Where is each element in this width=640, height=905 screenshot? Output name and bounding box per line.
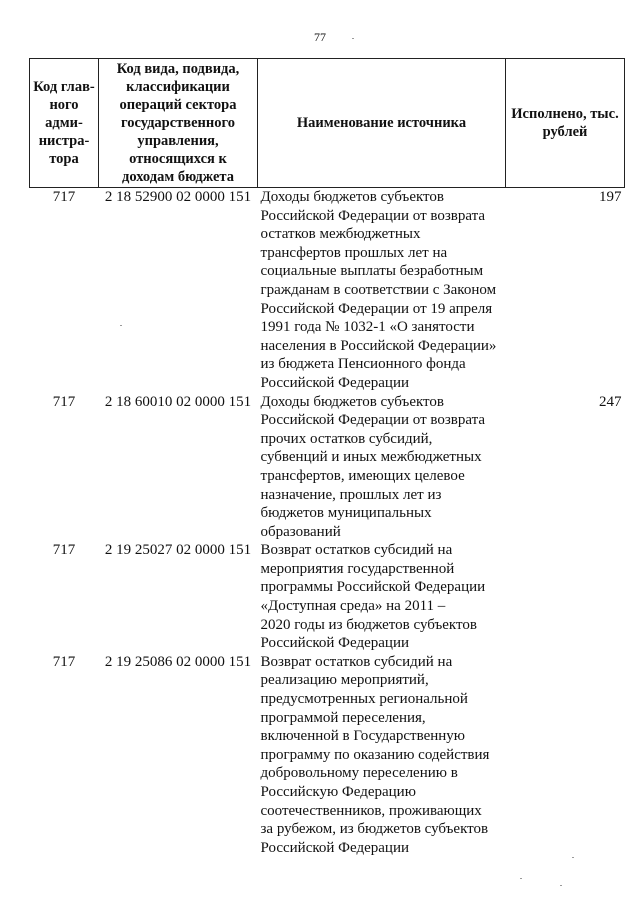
table-row (30, 393, 625, 542)
header-executed: Исполнено, тыс. рублей (506, 59, 625, 188)
executed-amount-cell: 197 (599, 189, 622, 205)
admin-code-cell: 717 (52, 653, 76, 670)
header-source-name: Наименование источника (258, 59, 506, 188)
revenue-sources-table (29, 58, 625, 857)
admin-code-cell: 717 (52, 189, 76, 205)
header-admin-code: Код глав-ного адми-нистра-тора (30, 59, 99, 188)
scan-speck (352, 38, 354, 39)
source-name-text: Доходы бюджетов субъектов Российской Федерации от возврата остатков межбюджетных трансфертов прошлых лет на социальные выплаты безработным гражданам в соответствии с Законом Российской Федерации от 19 апреля 1991 года № 1032-1 «О занятости населения в Российской Федерации» из бюджета Пенсионного фонда Российской Федерации (260, 189, 497, 391)
executed-amount-cell: 247 (599, 393, 622, 410)
source-name-cell (258, 541, 506, 653)
budget-code-cell: 2 18 60010 02 0000 151 (104, 393, 252, 410)
budget-code-cell: 2 19 25086 02 0000 151 (104, 653, 252, 670)
admin-code-cell: 717 (52, 393, 76, 410)
scan-speck (120, 325, 122, 326)
source-name-cell (258, 393, 506, 542)
table-row (30, 541, 625, 653)
budget-code-cell: 2 18 52900 02 0000 151 (104, 189, 252, 205)
admin-code-cell: 717 (52, 542, 76, 559)
page-number: 77 (314, 30, 326, 44)
budget-code-cell: 2 19 25027 02 0000 151 (104, 542, 252, 559)
table-header (30, 59, 625, 188)
source-name-cell (258, 188, 506, 393)
table-body (30, 188, 625, 858)
source-name-text: Возврат остатков субсидий на мероприятия государственной программы Российской Федерации «Доступная среда» на 2011 – 2020 годы из бюджетов субъектов Российской Федерации (260, 542, 486, 652)
executed-amount-cell (506, 541, 625, 653)
source-name-text: Доходы бюджетов субъектов Российской Федерации от возврата прочих остатков субсидий, субвенций и иных межбюджетных трансфертов, имеющих целевое назначение, прошлых лет из бюджетов муниципальных образований (260, 393, 486, 540)
table-row (30, 188, 625, 393)
executed-amount-cell (506, 653, 625, 858)
scan-speck (572, 857, 574, 858)
scan-speck (560, 885, 562, 886)
header-row (30, 59, 625, 188)
header-budget-code: Код вида, подвида, классификации операций сектора государственного управления, относящихся к доходам бюджета (99, 59, 258, 188)
table-row (30, 653, 625, 858)
source-name-text: Возврат остатков субсидий на реализацию мероприятий, предусмотренных региональной программой переселения, включенной в Государственную программу по оказанию содействия добровольному переселению в Российскую Федерацию соотечественников, проживающих за рубежом, из бюджетов субъектов Российской Федерации (260, 653, 490, 856)
scan-speck (520, 878, 522, 879)
source-name-cell (258, 653, 506, 858)
